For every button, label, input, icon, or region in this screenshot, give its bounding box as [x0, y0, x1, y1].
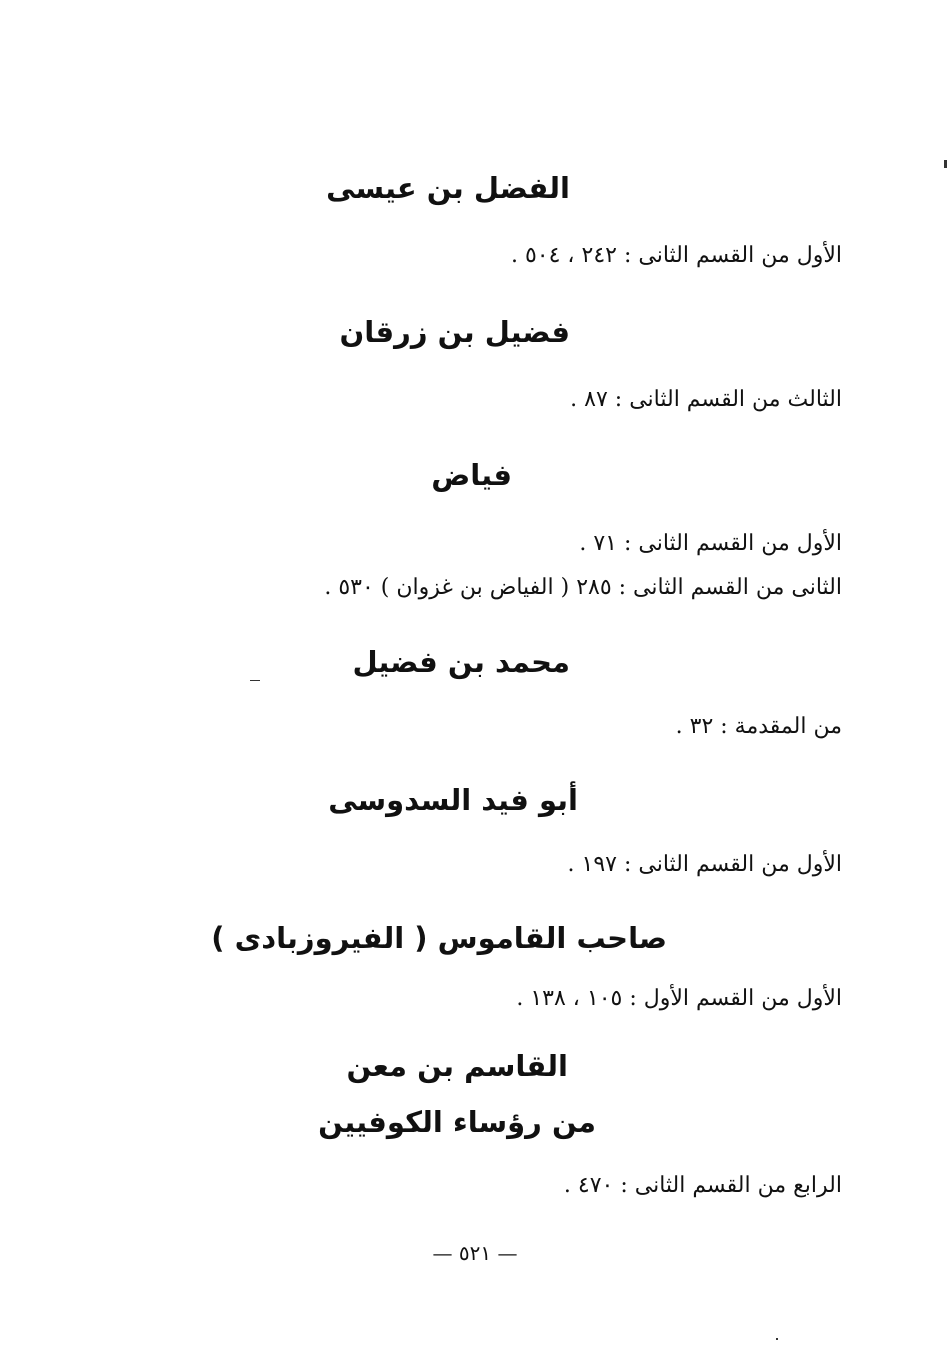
entry-reference: الأول من القسم الثانى : ١٩٧ . [567, 852, 842, 877]
entry-heading: صاحب القاموس ( الفيروزبادى ) [211, 921, 667, 955]
entry-heading: القاسم بن معن [346, 1049, 568, 1083]
scan-speck [944, 160, 947, 168]
scan-speck [776, 1338, 778, 1340]
entry-reference: من المقدمة : ٣٢ . [675, 714, 842, 739]
entry-heading: الفضل بن عيسى [326, 171, 570, 205]
entry-heading: فضيل بن زرقان [339, 315, 570, 349]
page-number: — ٥٢١ — [432, 1241, 518, 1265]
entry-heading: فياض [431, 458, 512, 492]
entry-subheading: من رؤساء الكوفيين [318, 1105, 596, 1139]
entry-heading: أبو فيد السدوسى [328, 783, 578, 817]
entry-heading: محمد بن فضيل [352, 645, 570, 679]
scan-speck [250, 680, 260, 681]
entry-reference: الثانى من القسم الثانى : ٢٨٥ ( الفياض بن غزوان ) ٥٣٠ . [324, 575, 842, 600]
entry-reference: الأول من القسم الأول : ١٠٥ ، ١٣٨ . [516, 986, 842, 1011]
entry-reference: الأول من القسم الثانى : ٢٤٢ ، ٥٠٤ . [510, 243, 842, 268]
entry-reference: الأول من القسم الثانى : ٧١ . [579, 531, 842, 556]
entry-reference: الرابع من القسم الثانى : ٤٧٠ . [563, 1173, 842, 1198]
entry-reference: الثالث من القسم الثانى : ٨٧ . [570, 387, 842, 412]
